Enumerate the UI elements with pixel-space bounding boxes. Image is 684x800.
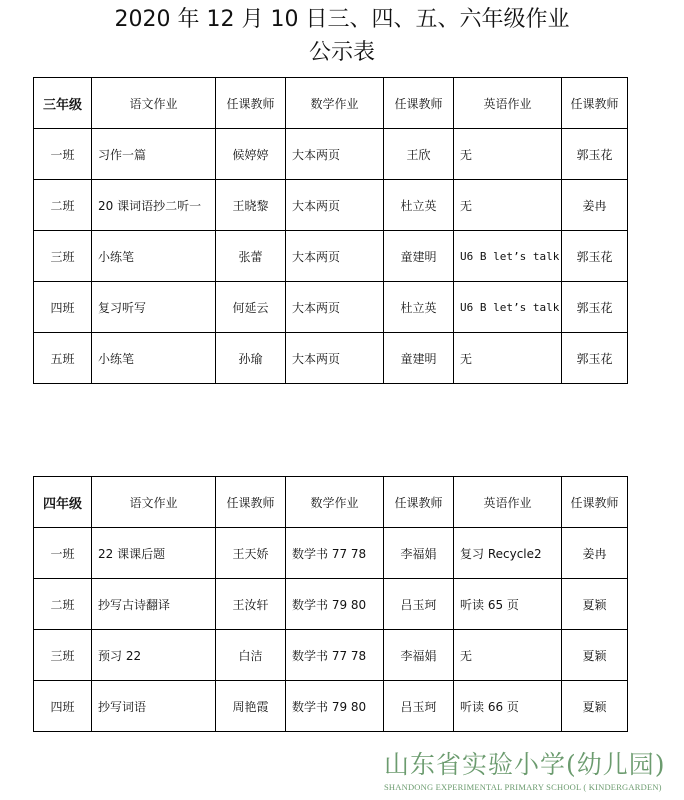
column-header: 数学作业 xyxy=(286,477,384,528)
teacher-cell: 夏颖 xyxy=(562,579,628,630)
table-row xyxy=(34,579,628,630)
school-name-chinese: 山东省实验小学(幼儿园) xyxy=(384,750,666,779)
class-cell: 一班 xyxy=(34,129,92,180)
table-header-row xyxy=(34,477,628,528)
chinese-homework-cell: 20 课词语抄二听一 xyxy=(92,180,216,231)
class-cell: 四班 xyxy=(34,282,92,333)
chinese-homework-cell: 抄写词语 xyxy=(92,681,216,732)
column-header: 任课教师 xyxy=(562,78,628,129)
table-row xyxy=(34,528,628,579)
column-header: 数学作业 xyxy=(286,78,384,129)
table-header-row xyxy=(34,78,628,129)
class-cell: 三班 xyxy=(34,630,92,681)
teacher-cell: 姜冉 xyxy=(562,180,628,231)
column-header: 英语作业 xyxy=(454,78,562,129)
teacher-cell: 夏颖 xyxy=(562,630,628,681)
column-header: 英语作业 xyxy=(454,477,562,528)
table-row xyxy=(34,231,628,282)
teacher-cell: 王晓黎 xyxy=(216,180,286,231)
class-cell: 三班 xyxy=(34,231,92,282)
grade-label: 三年级 xyxy=(34,78,92,129)
teacher-cell: 郭玉花 xyxy=(562,282,628,333)
math-homework-cell: 大本两页 xyxy=(286,129,384,180)
column-header: 语文作业 xyxy=(92,78,216,129)
teacher-cell: 姜冉 xyxy=(562,528,628,579)
grade3-homework-table xyxy=(33,77,628,384)
column-header: 语文作业 xyxy=(92,477,216,528)
table-row xyxy=(34,333,628,384)
english-homework-cell: U6 B let’s talk xyxy=(454,282,562,333)
chinese-homework-cell: 习作一篇 xyxy=(92,129,216,180)
teacher-cell: 杜立英 xyxy=(384,282,454,333)
teacher-cell: 王汝轩 xyxy=(216,579,286,630)
english-homework-cell: 听读 65 页 xyxy=(454,579,562,630)
english-homework-cell: 无 xyxy=(454,630,562,681)
chinese-homework-cell: 预习 22 xyxy=(92,630,216,681)
table-row xyxy=(34,180,628,231)
teacher-cell: 郭玉花 xyxy=(562,333,628,384)
chinese-homework-cell: 小练笔 xyxy=(92,231,216,282)
english-homework-cell: U6 B let’s talk xyxy=(454,231,562,282)
math-homework-cell: 数学书 79 80 xyxy=(286,681,384,732)
class-cell: 四班 xyxy=(34,681,92,732)
teacher-cell: 孙瑜 xyxy=(216,333,286,384)
math-homework-cell: 大本两页 xyxy=(286,180,384,231)
class-cell: 五班 xyxy=(34,333,92,384)
column-header: 任课教师 xyxy=(384,477,454,528)
math-homework-cell: 大本两页 xyxy=(286,231,384,282)
column-header: 任课教师 xyxy=(562,477,628,528)
class-cell: 一班 xyxy=(34,528,92,579)
teacher-cell: 郭玉花 xyxy=(562,129,628,180)
teacher-cell: 候婷婷 xyxy=(216,129,286,180)
page-title: 2020 年 12 月 10 日三、四、五、六年级作业 xyxy=(114,7,570,32)
table-row xyxy=(34,630,628,681)
column-header: 任课教师 xyxy=(384,78,454,129)
grade-label: 四年级 xyxy=(34,477,92,528)
english-homework-cell: 复习 Recycle2 xyxy=(454,528,562,579)
chinese-homework-cell: 22 课课后题 xyxy=(92,528,216,579)
school-logo xyxy=(384,750,684,792)
teacher-cell: 童建明 xyxy=(384,231,454,282)
teacher-cell: 白洁 xyxy=(216,630,286,681)
english-homework-cell: 无 xyxy=(454,333,562,384)
teacher-cell: 周艳霞 xyxy=(216,681,286,732)
table-row xyxy=(34,129,628,180)
english-homework-cell: 听读 66 页 xyxy=(454,681,562,732)
chinese-homework-cell: 小练笔 xyxy=(92,333,216,384)
page-subtitle: 公示表 xyxy=(308,40,375,65)
teacher-cell: 李福娟 xyxy=(384,630,454,681)
math-homework-cell: 大本两页 xyxy=(286,282,384,333)
school-name-english: SHANDONG EXPERIMENTAL PRIMARY SCHOOL ( KINDERGARDEN) xyxy=(384,782,662,792)
teacher-cell: 何延云 xyxy=(216,282,286,333)
teacher-cell: 张蕾 xyxy=(216,231,286,282)
teacher-cell: 王天娇 xyxy=(216,528,286,579)
math-homework-cell: 数学书 79 80 xyxy=(286,579,384,630)
column-header: 任课教师 xyxy=(216,78,286,129)
grade4-homework-table xyxy=(33,476,628,732)
class-cell: 二班 xyxy=(34,180,92,231)
table-row xyxy=(34,681,628,732)
chinese-homework-cell: 抄写古诗翻译 xyxy=(92,579,216,630)
teacher-cell: 郭玉花 xyxy=(562,231,628,282)
english-homework-cell: 无 xyxy=(454,180,562,231)
math-homework-cell: 数学书 77 78 xyxy=(286,630,384,681)
math-homework-cell: 数学书 77 78 xyxy=(286,528,384,579)
teacher-cell: 吕玉珂 xyxy=(384,681,454,732)
class-cell: 二班 xyxy=(34,579,92,630)
chinese-homework-cell: 复习听写 xyxy=(92,282,216,333)
teacher-cell: 王欣 xyxy=(384,129,454,180)
teacher-cell: 吕玉珂 xyxy=(384,579,454,630)
english-homework-cell: 无 xyxy=(454,129,562,180)
teacher-cell: 杜立英 xyxy=(384,180,454,231)
teacher-cell: 童建明 xyxy=(384,333,454,384)
teacher-cell: 李福娟 xyxy=(384,528,454,579)
math-homework-cell: 大本两页 xyxy=(286,333,384,384)
column-header: 任课教师 xyxy=(216,477,286,528)
table-row xyxy=(34,282,628,333)
teacher-cell: 夏颖 xyxy=(562,681,628,732)
